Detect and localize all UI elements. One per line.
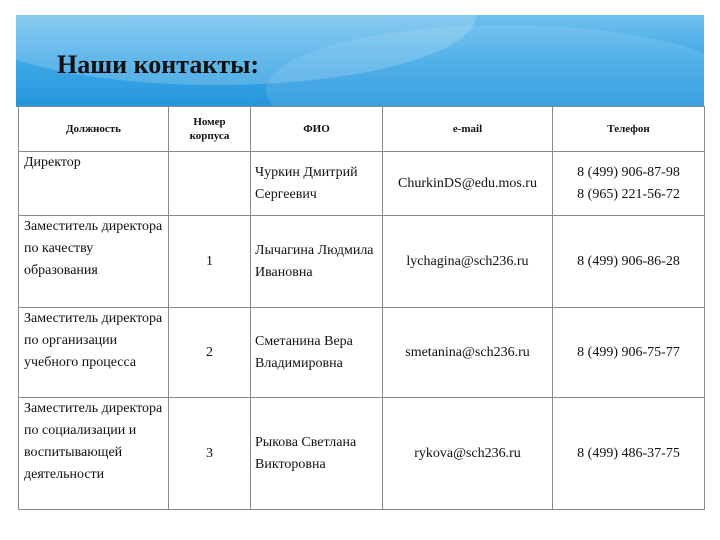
cell-building: 3	[169, 398, 251, 510]
phone-number: 8 (499) 906-87-98	[577, 164, 680, 180]
cell-position: Заместитель директора по организации учебного процесса	[19, 308, 169, 398]
phone-number: 8 (499) 486-37-75	[577, 445, 680, 461]
cell-phone	[553, 308, 705, 398]
cell-building	[169, 152, 251, 216]
table-header-row	[19, 107, 705, 152]
cell-position: Директор	[19, 152, 169, 216]
cell-building: 1	[169, 216, 251, 308]
table-row	[19, 398, 705, 510]
table-row	[19, 308, 705, 398]
cell-fio: Лычагина Людмила Ивановна	[251, 216, 383, 308]
cell-phone	[553, 152, 705, 216]
phone-number: 8 (965) 221-56-72	[577, 186, 680, 202]
cell-email: lychagina@sch236.ru	[383, 216, 553, 308]
table-row	[19, 152, 705, 216]
header-position: Должность	[19, 107, 169, 152]
phone-number: 8 (499) 906-86-28	[577, 253, 680, 269]
cell-building: 2	[169, 308, 251, 398]
cell-position: Заместитель директора по социализации и воспитывающей деятельности	[19, 398, 169, 510]
table-row	[19, 216, 705, 308]
phone-number: 8 (499) 906-75-77	[577, 344, 680, 360]
cell-email: ChurkinDS@edu.mos.ru	[383, 152, 553, 216]
header-phone: Телефон	[553, 107, 705, 152]
header-email: e-mail	[383, 107, 553, 152]
page-title: Наши контакты:	[57, 50, 260, 79]
cell-email: smetanina@sch236.ru	[383, 308, 553, 398]
contacts-table	[18, 106, 705, 510]
cell-phone	[553, 398, 705, 510]
cell-phone	[553, 216, 705, 308]
header-fio: ФИО	[251, 107, 383, 152]
cell-fio: Рыкова Светлана Викторовна	[251, 398, 383, 510]
cell-email: rykova@sch236.ru	[383, 398, 553, 510]
cell-position: Заместитель директора по качеству образования	[19, 216, 169, 308]
cell-fio: Чуркин Дмитрий Сергеевич	[251, 152, 383, 216]
header-building: Номер корпуса	[169, 107, 251, 152]
cell-fio: Сметанина Вера Владимировна	[251, 308, 383, 398]
